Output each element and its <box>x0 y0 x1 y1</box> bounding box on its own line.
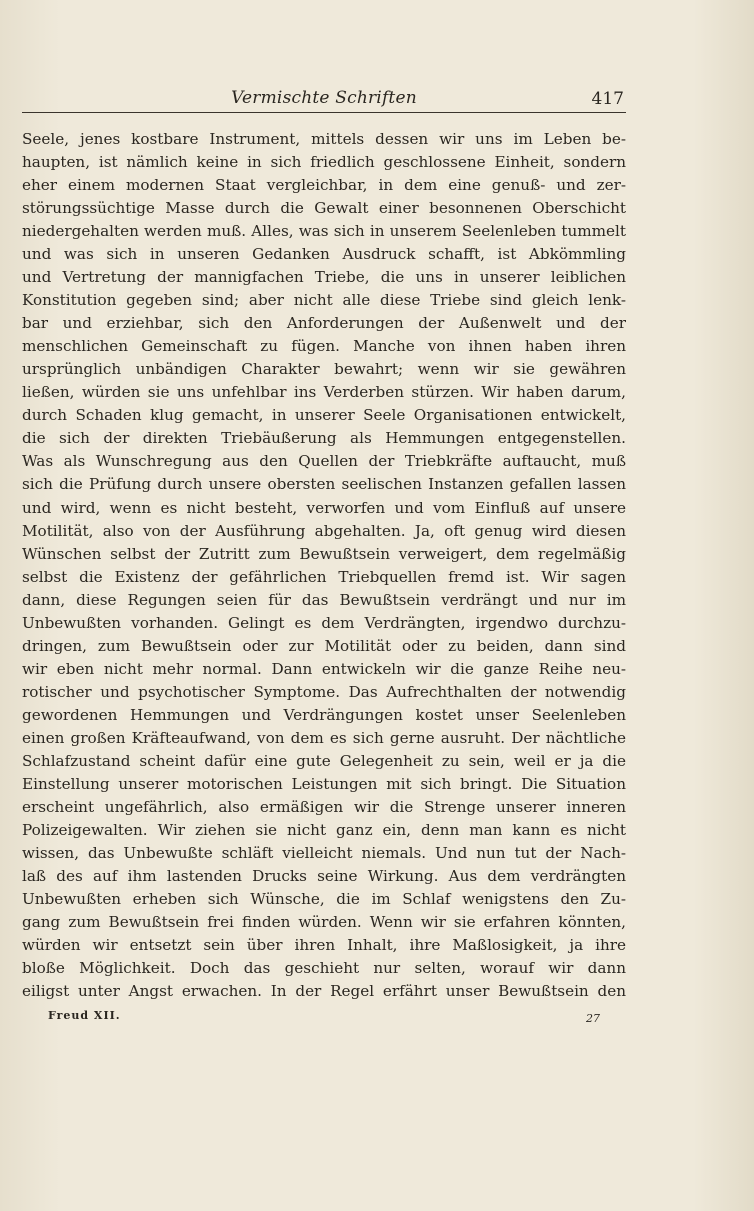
running-header <box>22 86 626 113</box>
printer-signature: Freud XII. <box>48 1009 121 1022</box>
text-line: menschlichen Gemeinschaft zu fügen. Manche von ihnen haben ihren <box>22 337 626 356</box>
body-text <box>22 128 626 1003</box>
text-line: ließen, würden sie uns unfehlbar ins Verderben stürzen. Wir haben darum, <box>22 383 626 402</box>
text-line: Wünschen selbst der Zutritt zum Bewußtsein verweigert, dem regelmäßig <box>22 544 626 563</box>
page-footer <box>22 1009 626 1029</box>
text-line: bar und erziehbar, sich den Anforderungen der Außenwelt und der <box>22 314 626 333</box>
text-line: selbst die Existenz der gefährlichen Triebquellen fremd ist. Wir sagen <box>22 567 626 586</box>
text-line: Schlafzustand scheint dafür eine gute Gelegenheit zu sein, weil er ja die <box>22 751 626 770</box>
text-line: dringen, zum Bewußtsein oder zur Motilität oder zu beiden, dann sind <box>22 636 626 655</box>
text-line: Polizeigewalten. Wir ziehen sie nicht ganz ein, denn man kann es nicht <box>22 820 626 839</box>
running-title: Vermischte Schriften <box>231 88 417 108</box>
text-line: eiligst unter Angst erwachen. In der Regel erfährt unser Bewußtsein den <box>22 982 626 1001</box>
text-line: Einstellung unserer motorischen Leistungen mit sich bringt. Die Situation <box>22 774 626 793</box>
text-line: und Vertretung der mannigfachen Triebe, die uns in unserer leiblichen <box>22 268 626 287</box>
text-line: bloße Möglichkeit. Doch das geschieht nur selten, worauf wir dann <box>22 959 626 978</box>
text-line: wissen, das Unbewußte schläft vielleicht niemals. Und nun tut der Nach- <box>22 843 626 862</box>
text-line: Was als Wunschregung aus den Quellen der Triebkräfte auftaucht, muß <box>22 452 626 471</box>
text-line: und wird, wenn es nicht besteht, verworfen und vom Einfluß auf unsere <box>22 498 626 517</box>
signature-number: 27 <box>586 1012 600 1025</box>
text-line: würden wir entsetzt sein über ihren Inhalt, ihre Maßlosigkeit, ja ihre <box>22 936 626 955</box>
text-line: haupten, ist nämlich keine in sich friedlich geschlossene Einheit, sondern <box>22 153 626 172</box>
text-line: ursprünglich unbändigen Charakter bewahrt; wenn wir sie gewähren <box>22 360 626 379</box>
text-line: niedergehalten werden muß. Alles, was sich in unserem Seelenleben tummelt <box>22 222 626 241</box>
text-line: störungssüchtige Masse durch die Gewalt einer besonnenen Oberschicht <box>22 199 626 218</box>
text-line: Unbewußten vorhanden. Gelingt es dem Verdrängten, irgendwo durchzu- <box>22 613 626 632</box>
text-line: einen großen Kräfteaufwand, von dem es sich gerne ausruht. Der nächtliche <box>22 728 626 747</box>
text-line: Konstitution gegeben sind; aber nicht alle diese Triebe sind gleich lenk- <box>22 291 626 310</box>
text-line: und was sich in unseren Gedanken Ausdruck schafft, ist Abkömmling <box>22 245 626 264</box>
text-line: rotischer und psychotischer Symptome. Das Aufrechthalten der notwendig <box>22 682 626 701</box>
text-line: gang zum Bewußtsein frei finden würden. Wenn wir sie erfahren könnten, <box>22 913 626 932</box>
text-line: Unbewußten erheben sich Wünsche, die im Schlaf wenigstens den Zu- <box>22 890 626 909</box>
page-number: 417 <box>591 89 624 109</box>
text-line: sich die Prüfung durch unsere obersten seelischen Instanzen gefallen lassen <box>22 475 626 494</box>
text-line: erscheint ungefährlich, also ermäßigen wir die Strenge unserer inneren <box>22 797 626 816</box>
text-line: dann, diese Regungen seien für das Bewußtsein verdrängt und nur im <box>22 590 626 609</box>
text-line: eher einem modernen Staat vergleichbar, in dem eine genuß- und zer- <box>22 176 626 195</box>
text-line: wir eben nicht mehr normal. Dann entwickeln wir die ganze Reihe neu- <box>22 659 626 678</box>
text-line: laß des auf ihm lastenden Drucks seine Wirkung. Aus dem verdrängten <box>22 867 626 885</box>
text-line: die sich der direkten Triebäußerung als Hemmungen entgegenstellen. <box>22 429 626 448</box>
text-line: durch Schaden klug gemacht, in unserer Seele Organisationen entwickelt, <box>22 406 626 425</box>
text-line: gewordenen Hemmungen und Verdrängungen kostet unser Seelenleben <box>22 705 626 724</box>
text-line: Seele, jenes kostbare Instrument, mittels dessen wir uns im Leben be- <box>22 130 626 148</box>
text-line: Motilität, also von der Ausführung abgehalten. Ja, oft genug wird diesen <box>22 521 626 540</box>
